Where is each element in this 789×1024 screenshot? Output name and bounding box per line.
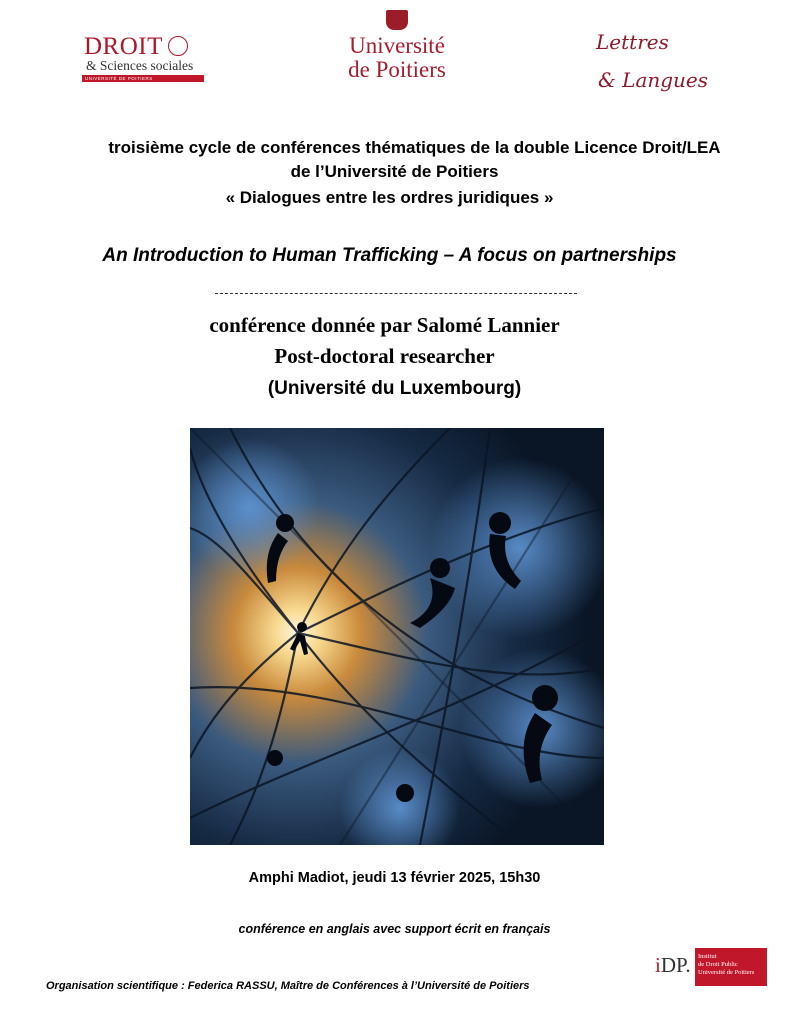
droit-logo-seal-icon xyxy=(168,36,188,56)
conference-artwork-image xyxy=(190,428,604,845)
universite-poitiers-logo xyxy=(336,8,458,88)
university-crest-icon xyxy=(386,10,408,30)
language-note: conférence en anglais avec support écrit en français xyxy=(238,922,551,936)
droit-logo-sub: & Sciences sociales xyxy=(86,58,194,73)
idp-mark: iDP. xyxy=(655,953,691,977)
artwork-illustration xyxy=(190,428,604,845)
conference-subject: An Introduction to Human Trafficking – A focus on partnerships xyxy=(102,245,677,266)
lettres-logo-line2: & Langues xyxy=(598,68,709,92)
speaker-role: Post-doctoral researcher xyxy=(274,344,495,368)
idp-institute-box xyxy=(695,948,767,986)
idp-line-3: Université de Poitiers xyxy=(698,969,755,976)
divider xyxy=(215,293,577,294)
idp-line-2: de Droit Public xyxy=(698,961,738,968)
speaker-affiliation: (Université du Luxembourg) xyxy=(267,378,522,399)
speaker-line: conférence donnée par Salomé Lannier xyxy=(209,313,560,337)
organisation-credit: Organisation scientifique : Federica RASSU, Maître de Conférences à l’Université de Poitiers xyxy=(46,980,530,992)
universite-logo-line1: Université xyxy=(349,33,445,58)
venue-date: Amphi Madiot, jeudi 13 février 2025, 15h30 xyxy=(248,870,541,886)
lettres-langues-logo xyxy=(590,30,720,100)
idp-line-1: Institut xyxy=(698,953,717,960)
idp-logo xyxy=(655,948,767,988)
heading-line-3: « Dialogues entre les ordres juridiques » xyxy=(225,188,554,207)
heading-line-2: de l’Université de Poitiers xyxy=(290,162,499,181)
heading-line-1: troisième cycle de conférences thématiques de la double Licence Droit/LEA xyxy=(108,138,721,157)
droit-logo xyxy=(80,30,205,81)
droit-logo-bar: UNIVERSITÉ DE POITIERS xyxy=(82,75,204,82)
lettres-logo-line1: Lettres xyxy=(596,30,669,54)
droit-logo-word: DROIT xyxy=(84,33,163,60)
universite-logo-line2: de Poitiers xyxy=(348,57,446,82)
